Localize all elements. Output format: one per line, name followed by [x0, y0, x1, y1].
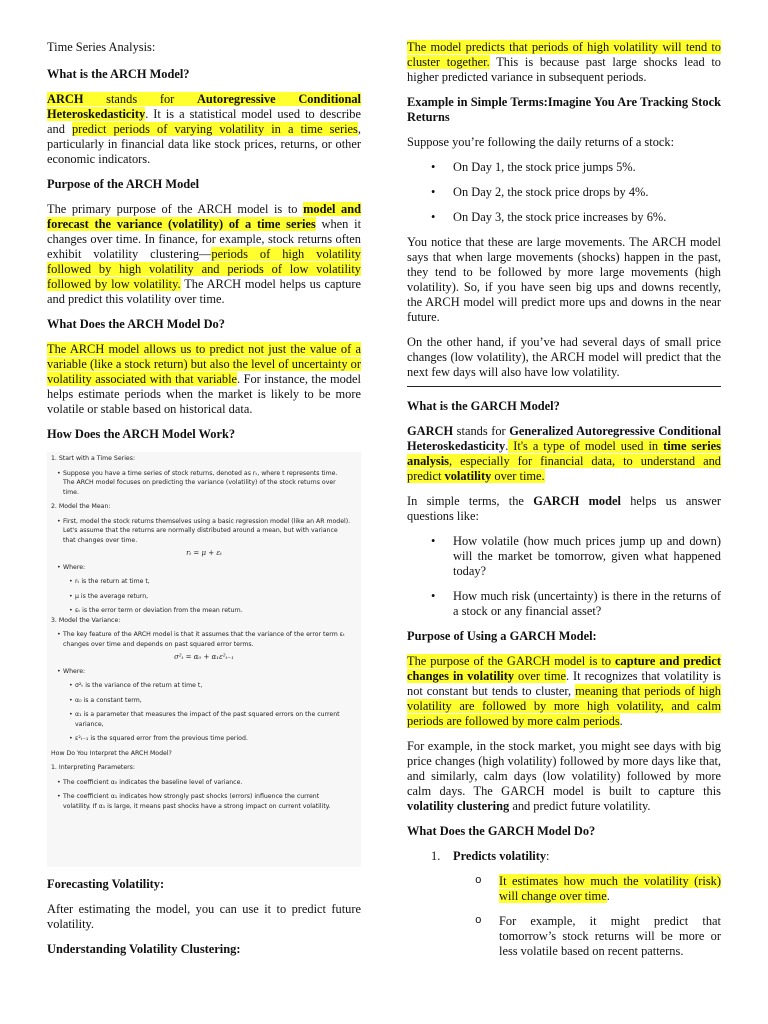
forecasting-text: After estimating the model, you can use it to predict future volatility. [47, 902, 361, 931]
step-3: 3. Model the Variance: [51, 616, 121, 624]
garch-definition: GARCH stands for Generalized Autoregressive Conditional Heteroskedasticity. It's a type of model used in time series analysis, especially for financial data, to understand and predict volatility over time. [407, 424, 722, 483]
question-list [407, 534, 721, 619]
heading-what-is-arch: What is the ARCH Model? [47, 67, 190, 81]
section-divider [407, 386, 721, 387]
heading-forecasting: Forecasting Volatility: [47, 877, 165, 891]
list-item: o For example, it might predict that tomorrow’s stock returns will be more or less volatile based on recent patterns. [499, 914, 721, 959]
cluster-text: The model predicts that periods of high volatility will tend to cluster together. This is because past large shocks lead to higher predicted variance in subsequent periods. [407, 40, 721, 84]
heading-example: Example in Simple Terms:Imagine You Are Tracking Stock Returns [407, 95, 721, 124]
list-item: • How much risk (uncertainty) is there in the returns of a stock or any financial asset? [453, 589, 721, 619]
equation-mean: rₜ = μ + εₜ [186, 549, 222, 557]
arch-purpose-text: The primary purpose of the ARCH model is to model and forecast the variance (volatility) of a time series when it changes over time. In finance, for example, stock returns often exhibit volatility clustering—periods of high volatility followed by high volatility and periods of low volatility followed by low volatility. The ARCH model helps us capture and predict this volatility over time. [47, 202, 362, 306]
embedded-arch-steps-image: 1. Start with a Time Series: • Suppose you have a time series of stock returns, denoted as rₜ, where t represents time. The ARCH model focuses on predicting the variance (volatility) of the stock returns over time. 2. Model the Mean: • First, model the stock returns themselves using a basic regression model (like an AR model). Let's assume that the returns are normally distributed around a mean, but with variance that changes over time. rₜ = μ + εₜ • Where: • rₜ is the return at time t, • μ is the average return, • εₜ is the error term or deviation from the mean return. 3. Model the Variance: • The key feature of the ARCH model is that it assumes that the variance of the error term εₜ changes over time and depends on past squared error terms. σ²ₜ = α₀ + α₁ε²ₜ₋₁ • Where: • σ²ₜ is the variance of the return at time t, • α₀ is a constant term, • α₁ is a parameter that measures the impact of the past squared errors on the current variance, • ε²ₜ₋₁ is the squared error from the previous time period. How Do You Interpret the ARCH Model? 1. Interpreting Parameters: • The coefficient α₀ indicates the baseline level of variance. • The coefficient α₁ indicates how strongly past shocks (errors) influence the current volatility. If α₁ is large, it means past shocks have a strong impact on current volatility. [47, 452, 361, 867]
arch-do-text: The ARCH model allows us to predict not just the value of a variable (like a stock return) but also the level of uncertainty or volatility associated with that variable. For instance, the model helps estimate periods when the market is likely to be more volatile or stable based on historical data. [47, 342, 361, 416]
example-intro: Suppose you’re following the daily returns of a stock: [407, 135, 675, 149]
heading-arch-work: How Does the ARCH Model Work? [47, 427, 236, 441]
doc-title: Time Series Analysis: [47, 40, 156, 54]
left-column [47, 40, 361, 967]
day-list [407, 160, 721, 225]
list-item: 1. Predicts volatility: o It estimates how much the volatility (risk) will change over time. o For example, it might predict that tomorrow’s stock returns will be more or less volatile based on recent patterns. [453, 849, 721, 959]
interpret-heading: How Do You Interpret the ARCH Model? [51, 749, 172, 757]
sub-list [453, 874, 721, 959]
small-changes-text: On the other hand, if you’ve had several days of small price changes (low volatility), the ARCH model will predict that the next few days will also have low volatility. [407, 335, 721, 379]
garch-simple-terms: In simple terms, the GARCH model helps us answer questions like: [407, 494, 721, 523]
step-1: 1. Start with a Time Series: [51, 455, 136, 462]
heading-clustering: Understanding Volatility Clustering: [47, 942, 241, 956]
heading-arch-do: What Does the ARCH Model Do? [47, 317, 225, 331]
step-2: 2. Model the Mean: [51, 503, 111, 510]
garch-do-list [407, 849, 721, 959]
heading-garch-do: What Does the GARCH Model Do? [407, 824, 596, 838]
garch-purpose-text: The purpose of the GARCH model is to capture and predict changes in volatility over time. It recognizes that volatility is not constant but tends to cluster, meaning that periods of high volatility are followed by more high volatility, and calm periods are followed by more calm periods. [407, 654, 722, 728]
large-movements-text: You notice that these are large movements. The ARCH model says that when large movements (shocks) happen in the past, they tend to be followed by more large movements (high volatility). So, if you have seen big ups and downs recently, the ARCH model will predict more ups and downs in the near future. [407, 235, 721, 324]
right-column [407, 40, 721, 969]
list-item: • On Day 1, the stock price jumps 5%. [453, 160, 721, 175]
list-item: • On Day 2, the stock price drops by 4%. [453, 185, 721, 200]
heading-what-is-garch: What is the GARCH Model? [407, 399, 560, 413]
list-item: • How volatile (how much prices jump up and down) will the market be tomorrow, given what happened today? [453, 534, 721, 579]
garch-example-text: For example, in the stock market, you might see days with big price changes (high volatility) followed by more days like that, and similarly, calm days (low volatility) followed by more calm days. The GARCH model is built to capture this volatility clustering and predict future volatility. [407, 739, 721, 813]
heading-garch-purpose: Purpose of Using a GARCH Model: [407, 629, 597, 643]
list-item: o It estimates how much the volatility (risk) will change over time. [499, 874, 721, 904]
list-item: • On Day 3, the stock price increases by 6%. [453, 210, 721, 225]
arch-definition: ARCH stands for Autoregressive Conditional Heteroskedasticity. It is a statistical model used to describe and predict periods of varying volatility in a time series, particularly in financial data like stock prices, returns, or other economic indicators. [47, 92, 362, 166]
heading-arch-purpose: Purpose of the ARCH Model [47, 177, 200, 191]
equation-variance: σ²ₜ = α₀ + α₁ε²ₜ₋₁ [174, 653, 234, 661]
